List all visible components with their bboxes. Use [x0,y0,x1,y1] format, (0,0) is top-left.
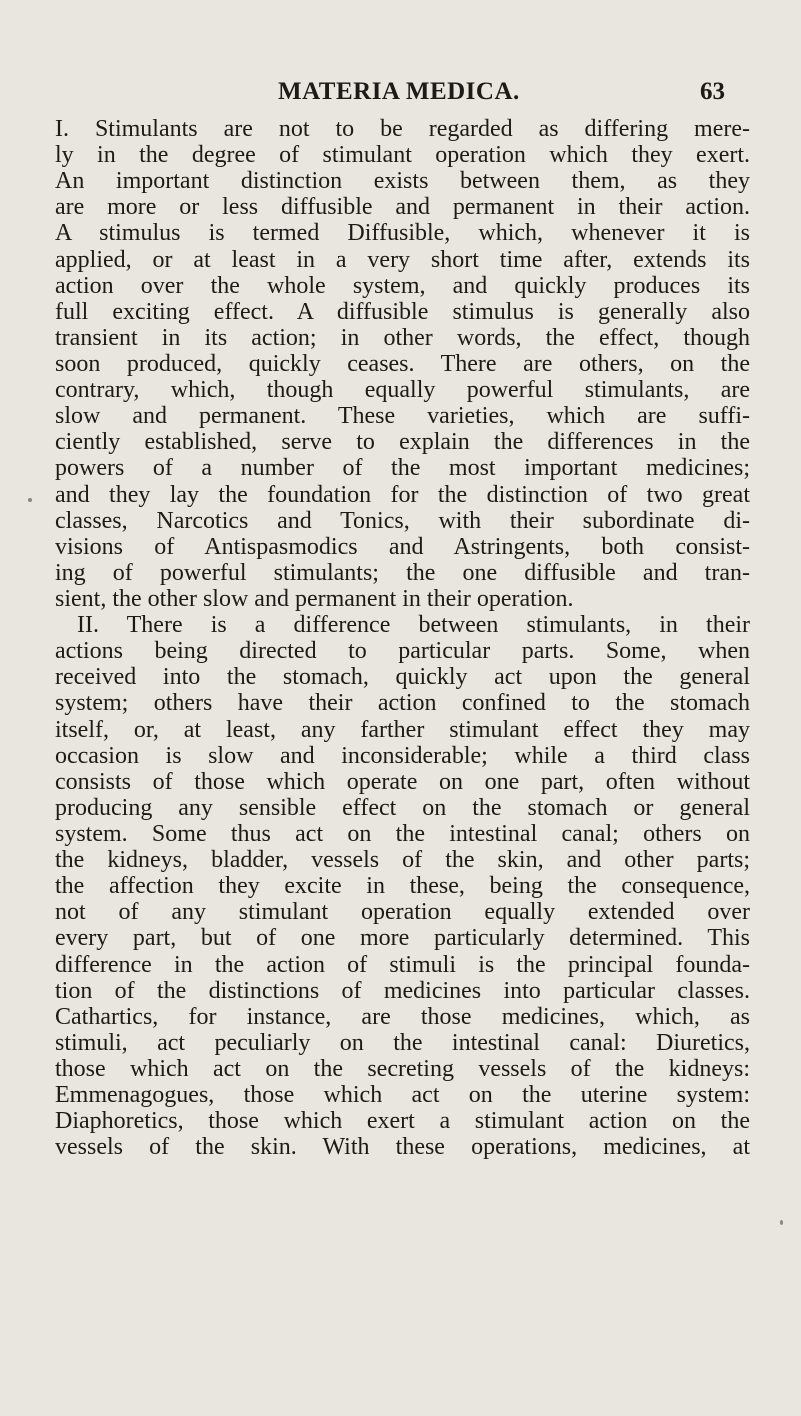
text-line-25: occasion is slow and inconsiderable; while a third class [55,742,750,769]
text-line-38: Emmenagogues, those which act on the uterine system: [55,1082,750,1109]
text-line-40: vessels of the skin. With these operations, medicines, at [55,1134,750,1161]
body-text [55,116,750,1160]
text-line-21: actions being directed to particular parts. Some, when [55,638,750,665]
text-line-23: system; others have their action confined to the stomach [55,690,750,717]
text-line-6: applied, or at least in a very short time after, extends its [55,246,750,273]
text-line-39: Diaphoretics, those which exert a stimulant action on the [55,1108,750,1135]
text-line-36: stimuli, act peculiarly on the intestinal canal: Diuretics, [55,1029,750,1056]
text-line-29: the kidneys, bladder, vessels of the skin, and other parts; [55,847,750,874]
text-line-2: ly in the degree of stimulant operation which they exert. [55,142,750,169]
text-line-11: contrary, which, though equally powerful stimulants, are [55,377,750,404]
text-line-20: II. There is a difference between stimulants, in their [77,612,750,639]
text-line-31: not of any stimulant operation equally extended over [55,899,750,926]
text-line-33: difference in the action of stimuli is the principal founda- [55,951,750,978]
text-line-37: those which act on the secreting vessels of the kidneys: [55,1055,750,1082]
text-line-5: A stimulus is termed Diffusible, which, whenever it is [55,220,750,247]
text-line-14: powers of a number of the most important medicines; [55,455,750,482]
text-line-8: full exciting effect. A diffusible stimulus is generally also [55,298,750,325]
text-line-12: slow and permanent. These varieties, which are suffi- [55,403,750,430]
text-line-9: transient in its action; in other words, the effect, though [55,324,750,351]
text-line-13: ciently established, serve to explain the differences in the [55,429,750,456]
text-line-32: every part, but of one more particularly determined. This [55,925,750,952]
text-line-15: and they lay the foundation for the distinction of two great [55,481,750,508]
text-line-10: soon produced, quickly ceases. There are others, on the [55,350,750,377]
text-line-19: sient, the other slow and permanent in their operation. [55,585,574,612]
running-head: MATERIA MEDICA. [278,78,520,105]
text-line-22: received into the stomach, quickly act upon the general [55,664,750,691]
bottom-ink-speck [780,1220,783,1225]
text-line-28: system. Some thus act on the intestinal canal; others on [55,820,750,847]
text-line-30: the affection they excite in these, being the consequence, [55,873,750,900]
text-line-35: Cathartics, for instance, are those medicines, which, as [55,1003,750,1030]
text-line-1: I. Stimulants are not to be regarded as differing mere- [55,116,750,142]
text-line-26: consists of those which operate on one part, often without [55,768,750,795]
text-line-17: visions of Antispasmodics and Astringents, both consist- [55,533,750,560]
text-line-16: classes, Narcotics and Tonics, with their subordinate di- [55,507,750,534]
text-line-24: itself, or, at least, any farther stimulant effect they may [55,716,750,743]
text-line-7: action over the whole system, and quickly produces its [55,272,750,299]
text-line-34: tion of the distinctions of medicines into particular classes. [55,977,750,1004]
text-line-4: are more or less diffusible and permanent in their action. [55,194,750,221]
margin-ink-speck [28,498,32,502]
text-line-27: producing any sensible effect on the stomach or general [55,794,750,821]
text-line-3: An important distinction exists between them, as they [55,168,750,195]
page-number: 63 [700,78,725,105]
text-line-18: ing of powerful stimulants; the one diffusible and tran- [55,559,750,586]
